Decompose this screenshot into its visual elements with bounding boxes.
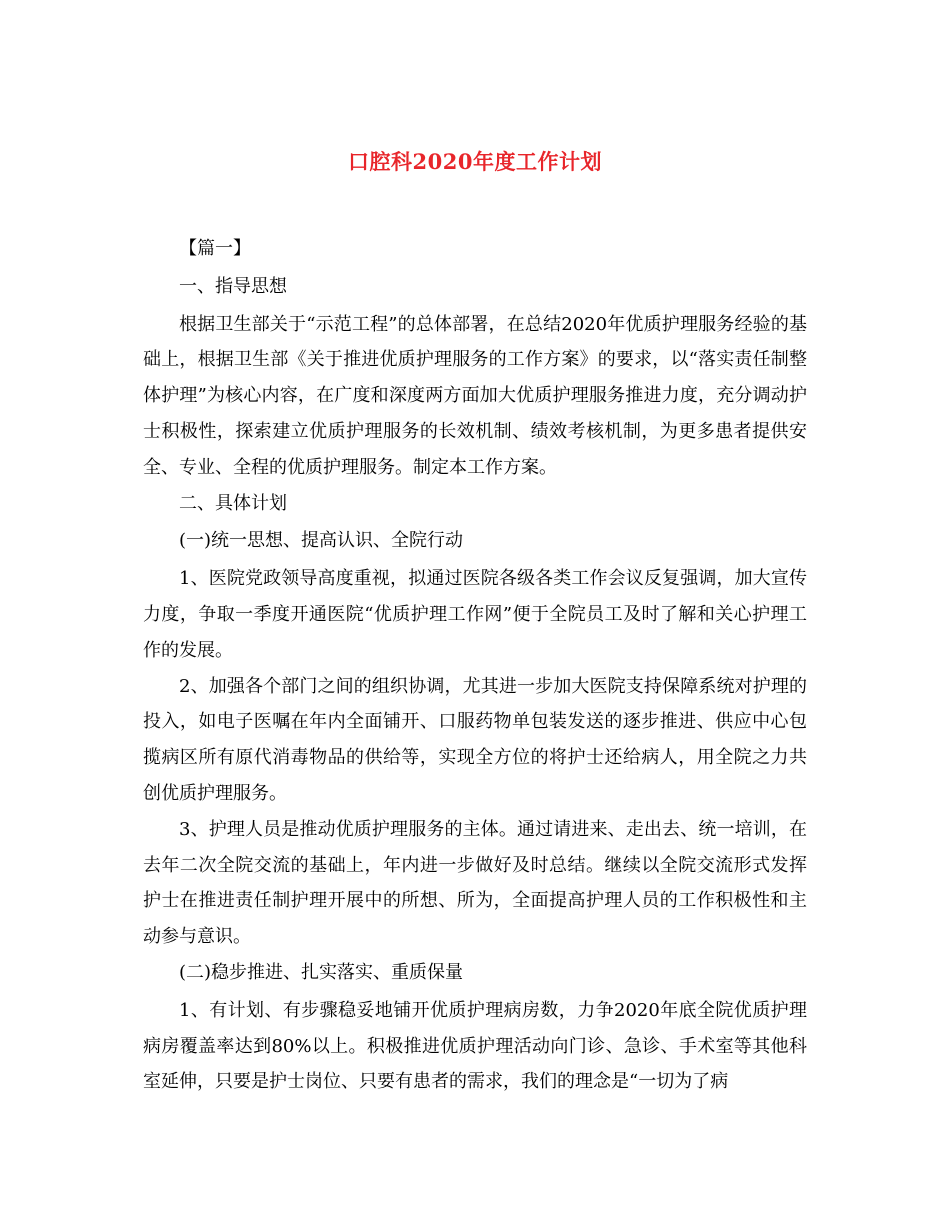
document-title: 口腔科2020年度工作计划 <box>348 149 602 174</box>
section-heading-guiding-ideology: 一、指导思想 <box>179 275 287 297</box>
paragraph-item-2: 2、加强各个部门之间的组织协调，尤其进一步加大医院支持保障系统对护理的投入，如电子医嘱在年内全面铺开、口服药物单包装发送的逐步推进、供应中心包揽病区所有原代消毒物品的供给等，实现全方位的将护士还给病人，用全院之力共创优质护理服务。 <box>143 675 807 804</box>
subsection-heading-unify-thinking: (一)统一思想、提高认识、全院行动 <box>179 530 464 552</box>
paragraph-item-4: 1、有计划、有步骤稳妥地铺开优质护理病房数，力争2020年底全院优质护理病房覆盖率达到80%以上。积极推进优质护理活动向门诊、急诊、手术室等其他科室延伸，只要是护士岗位、只要有患者的需求，我们的理念是“一切为了病 <box>143 999 807 1093</box>
section-marker: 【篇一】 <box>179 238 251 259</box>
document-body <box>143 231 807 1100</box>
paragraph-item-3: 3、护理人员是推动优质护理服务的主体。通过请进来、走出去、统一培训，在去年二次全院交流的基础上，年内进一步做好及时总结。继续以全院交流形式发挥护士在推进责任制护理开展中的所想、所为，全面提高护理人员的工作积极性和主动参与意识。 <box>143 818 807 948</box>
paragraph-guiding-ideology: 根据卫生部关于“示范工程”的总体部署，在总结2020年优质护理服务经验的基础上，根据卫生部《关于推进优质护理服务的工作方案》的要求，以“落实责任制整体护理”为核心内容，在广度和深度两方面加大优质护理服务推进力度，充分调动护士积极性，探索建立优质护理服务的长效机制、绩效考核机制，为更多患者提供安全、专业、全程的优质护理服务。制定本工作方案。 <box>143 313 807 478</box>
subsection-heading-steady-progress: (二)稳步推进、扎实落实、重质保量 <box>179 961 464 983</box>
section-heading-specific-plan: 二、具体计划 <box>179 492 287 514</box>
paragraph-item-1: 1、医院党政领导高度重视，拟通过医院各级各类工作会议反复强调，加大宣传力度，争取一季度开通医院“优质护理工作网”便于全院员工及时了解和关心护理工作的发展。 <box>143 568 807 661</box>
